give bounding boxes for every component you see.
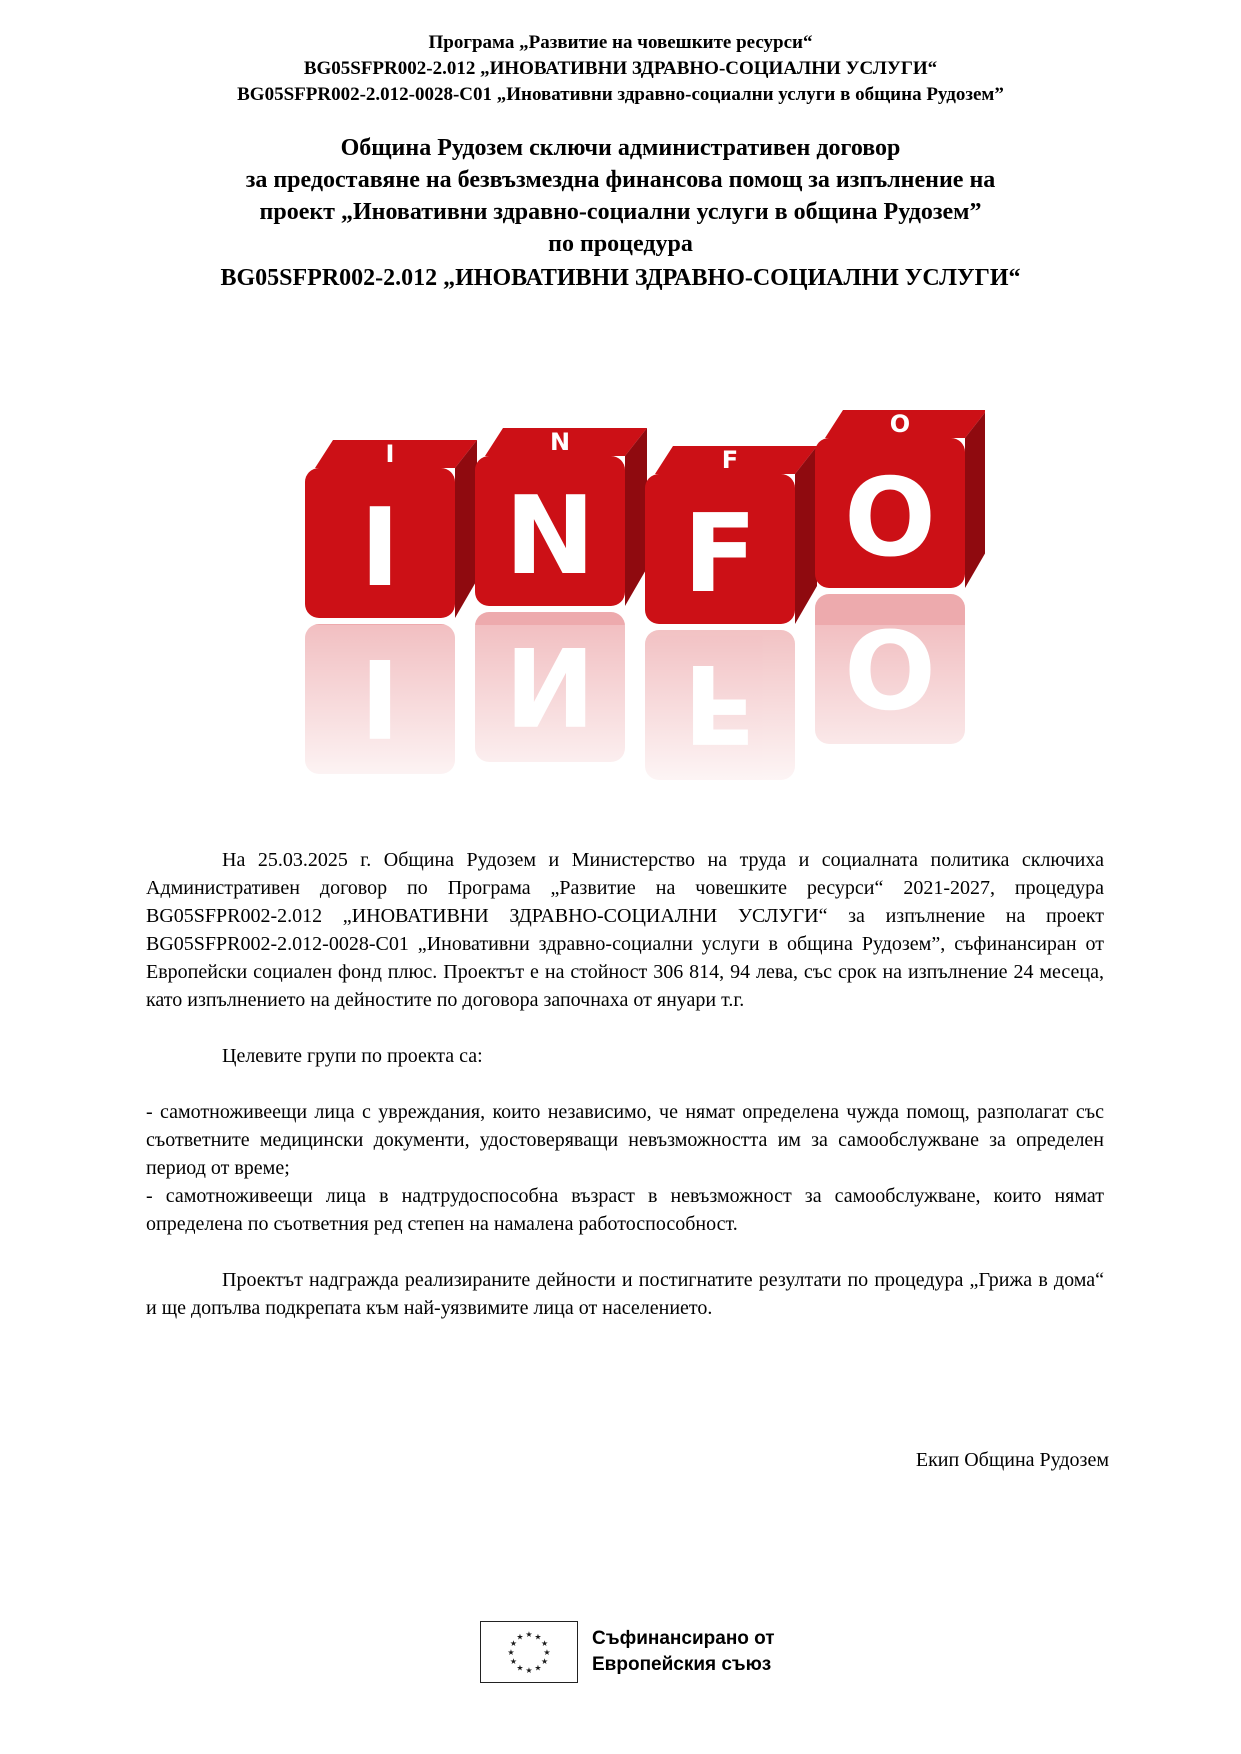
cube-top-letter: F (721, 446, 739, 474)
eu-star: ★ (509, 1657, 517, 1666)
header-project-line: BG05SFPR002-2.012-0028-C01 „Иновативни здравно-социални услуги в община Рудозем” (237, 84, 1004, 105)
eu-star: ★ (534, 1632, 542, 1642)
title-line-2: за предоставяне на безвъзмездна финансова помощ за изпълнение на (245, 167, 996, 193)
cube-front-letter: F (683, 492, 757, 617)
eu-logo-text (592, 1626, 775, 1678)
eu-star: ★ (541, 1639, 549, 1648)
title-line-4: по процедура (548, 231, 693, 257)
title-line-3: проект „Иновативни здравно-социални услуги в община Рудозем” (259, 199, 982, 225)
cube-top-letter: I (385, 440, 395, 468)
cube-side-face (455, 440, 477, 618)
info-cubes-image (305, 410, 985, 810)
eu-stars-icon (499, 1627, 559, 1677)
contract-paragraph: На 25.03.2025 г. Община Рудозем и Министерство на труда и социалната политика сключиха Административен договор по Програма „Развитие на човешките ресурси“ 2021-2027, процедура BG05SFPR002-2.012 „ИНОВАТИВНИ ЗДРАВНО-СОЦИАЛНИ УСЛУГИ“ за изпълнение на проект BG05SFPR002-2.012-0028-C01 „Иновативни здравно-социални услуги в община Рудозем”, съфинансиран от Европейски социален фонд плюс. Проектът е на стойност 306 814, 94 лева, със срок на изпълнение 24 месеца, като изпълнението на дейностите по договора започнаха от януари т.г. (146, 849, 1104, 1011)
eu-star: ★ (534, 1663, 542, 1673)
cube-top-letter: O (889, 410, 911, 438)
eu-star: ★ (516, 1632, 524, 1642)
cube-side-face (965, 410, 985, 588)
cube-side-face (795, 446, 817, 624)
cube-front-letter: N (504, 474, 596, 599)
eu-star: ★ (509, 1639, 517, 1648)
document-body (146, 846, 1104, 1322)
eu-star: ★ (516, 1663, 524, 1673)
target-group-item-2: - самотноживеещи лица в надтрудоспособна възраст в невъзможност за самообслужване, които нямат определена по съответния ред степен на намалена работоспособност. (146, 1185, 1104, 1235)
eu-star: ★ (525, 1630, 533, 1639)
title-line-5: BG05SFPR002-2.012 „ИНОВАТИВНИ ЗДРАВНО-СОЦИАЛНИ УСЛУГИ“ (220, 265, 1021, 291)
title-line-1: Община Рудозем сключи административен договор (340, 135, 901, 161)
eu-logo-line-2: Европейския съюз (592, 1654, 772, 1675)
target-groups-intro: Целевите групи по проекта са: (222, 1045, 483, 1067)
eu-star: ★ (541, 1657, 549, 1666)
header-program-line: Програма „Развитие на човешките ресурси“ (428, 32, 813, 53)
eu-cofunding-logo (480, 1620, 775, 1684)
target-group-item-1: - самотноживеещи лица с увреждания, които независимо, че нямат определена чужда помощ, разполагат със съответните медицински документи, удостоверяващи невъзможността им за самообслужване за определен период от време; (146, 1101, 1104, 1179)
eu-flag-icon (480, 1621, 578, 1683)
project-summary-paragraph: Проектът надгражда реализираните дейности и постигнатите резултати по процедура „Грижа в дома“ и ще допълва подкрепата към най-уязвимите лица от населението. (146, 1269, 1104, 1319)
cube-front-letter: O (844, 456, 936, 581)
document-title (0, 132, 1241, 294)
eu-star: ★ (525, 1666, 533, 1675)
cube-side-face (625, 428, 647, 606)
cube-front-letter: I (359, 486, 401, 611)
reflection-fade (305, 625, 985, 810)
eu-star: ★ (507, 1648, 515, 1657)
info-cubes-svg (305, 410, 985, 810)
header-procedure-line: BG05SFPR002-2.012 „ИНОВАТИВНИ ЗДРАВНО-СОЦИАЛНИ УСЛУГИ“ (303, 58, 938, 79)
cube-top-face (315, 440, 477, 468)
document-header (0, 30, 1241, 108)
eu-star: ★ (543, 1648, 551, 1657)
cube-top-letter: N (549, 428, 571, 456)
eu-logo-line-1: Съфинансирано от (592, 1628, 775, 1649)
signature: Екип Община Рудозем (915, 1449, 1109, 1471)
